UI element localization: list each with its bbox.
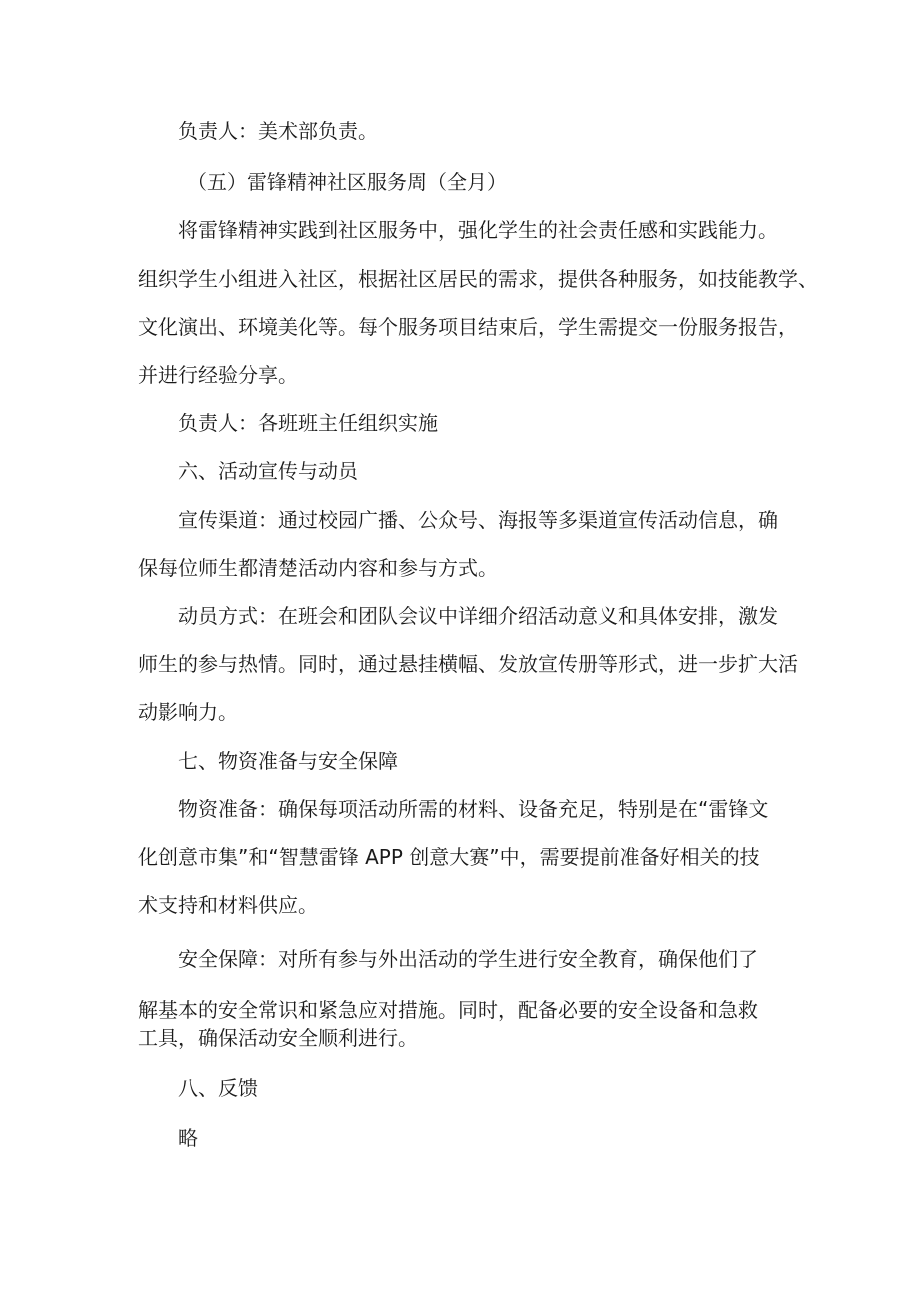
section-7-safety-line-2: 解基本的安全常识和紧急应对措施。同时，配备必要的安全设备和急救 [138,998,758,1022]
responsible-person-art: 负责人：美术部负责。 [178,119,378,143]
section-7-safety-line-3: 工具，确保活动安全顺利进行。 [138,1026,418,1050]
section-6-mobilization-line-2: 师生的参与热情。同时，通过悬挂横幅、发放宣传册等形式，进一步扩大活 [138,652,798,676]
section-6-mobilization-line-3: 动影响力。 [138,700,238,724]
section-7-safety-line-1: 安全保障：对所有参与外出活动的学生进行安全教育，确保他们了 [178,947,758,971]
section-6-mobilization-line-1: 动员方式：在班会和团队会议中详细介绍活动意义和具体安排，激发 [178,604,778,628]
section-7-materials-line-2: 化创意市集”和“智慧雷锋 APP 创意大赛”中，需要提前准备好相关的技 [138,845,760,869]
section-5-paragraph-line-2: 组织学生小组进入社区，根据社区居民的需求，提供各种服务，如技能教学、 [138,267,818,291]
section-6-heading: 六、活动宣传与动员 [178,459,358,483]
section-6-publicity-line-2: 保每位师生都清楚活动内容和参与方式。 [138,556,498,580]
responsible-person-class: 负责人：各班班主任组织实施 [178,411,438,435]
section-5-paragraph-line-4: 并进行经验分享。 [138,363,298,387]
section-7-materials-line-1: 物资准备：确保每项活动所需的材料、设备充足，特别是在“雷锋文 [178,797,769,821]
section-7-heading: 七、物资准备与安全保障 [178,749,398,773]
section-8-body: 略 [178,1126,198,1150]
section-7-materials-line-3: 术支持和材料供应。 [138,893,318,917]
section-5-heading: （五）雷锋精神社区服务周（全月） [187,170,507,194]
section-5-paragraph-line-3: 文化演出、环境美化等。每个服务项目结束后，学生需提交一份服务报告， [138,315,798,339]
section-8-heading: 八、反馈 [178,1076,258,1100]
section-5-paragraph-line-1: 将雷锋精神实践到社区服务中，强化学生的社会责任感和实践能力。 [178,218,778,242]
section-6-publicity-line-1: 宣传渠道：通过校园广播、公众号、海报等多渠道宣传活动信息，确 [178,508,778,532]
